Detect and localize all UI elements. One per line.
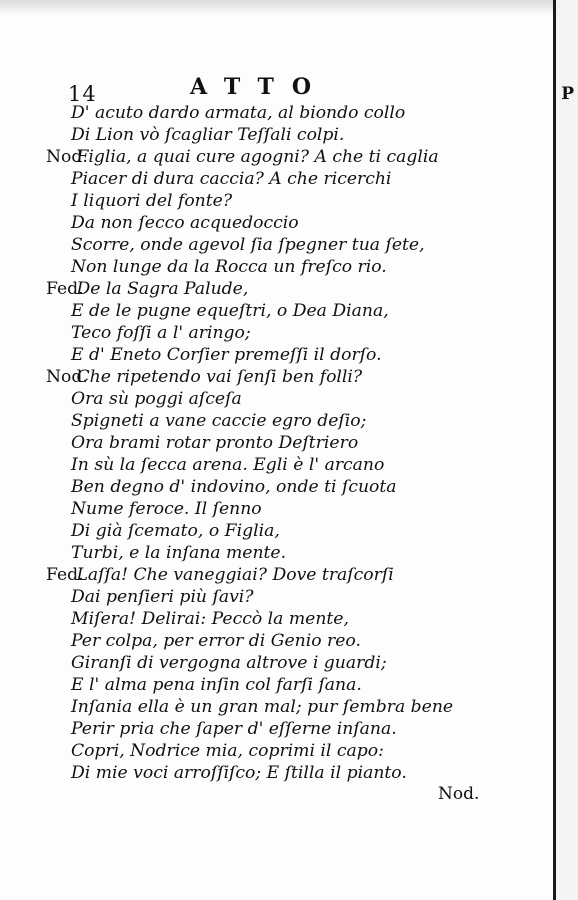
verse-line	[46, 762, 466, 784]
verse-text: Da non ſecco acquedoccio	[71, 213, 299, 233]
verse-line	[46, 476, 466, 498]
verse-line	[46, 630, 466, 652]
verse-line	[46, 124, 466, 146]
verse-line	[46, 740, 466, 762]
verse-text: Ben degno d' indovino, onde ti ſcuota	[71, 477, 397, 497]
verse-text: Per colpa, per error di Genio reo.	[71, 631, 361, 651]
verse-text: Piacer di dura caccia? A che ricerchi	[71, 169, 392, 189]
verse-line	[46, 102, 466, 124]
verse-text: Giranſi di vergogna altrove i guardi;	[71, 653, 387, 673]
verse-line	[46, 718, 466, 740]
verse-line	[46, 432, 466, 454]
speech-line-with-speaker	[46, 564, 466, 586]
verse-line	[46, 586, 466, 608]
verse-line	[46, 696, 466, 718]
verse-text: Perir pria che ſaper d' eſſerne inſana.	[71, 719, 397, 739]
verse-text-block	[46, 102, 466, 784]
verse-text: Nume feroce. Il ſenno	[71, 499, 262, 519]
verse-text: Scorre, onde agevol ſia ſpegner tua ſete,	[71, 235, 425, 255]
page-number: 14	[68, 82, 97, 106]
facing-page-letter: P	[561, 84, 574, 104]
verse-text: Non lunge da la Rocca un freſco rio.	[71, 257, 387, 277]
verse-line	[46, 410, 466, 432]
verse-text: Figlia, a quai cure agogni? A che ti caglia	[76, 147, 439, 167]
verse-line	[46, 608, 466, 630]
verse-line	[46, 674, 466, 696]
verse-text: Spigneti a vane caccie egro deſio;	[71, 411, 367, 431]
verse-text: Teco foſſi a l' aringo;	[71, 323, 251, 343]
verse-line	[46, 454, 466, 476]
verse-text: E l' alma pena inſin col farſi ſana.	[71, 675, 362, 695]
verse-text: D' acuto dardo armata, al biondo collo	[71, 103, 406, 123]
verse-line	[46, 652, 466, 674]
verse-text: E de le pugne equeſtri, o Dea Diana,	[71, 301, 389, 321]
verse-text: Dai penſieri più ſavi?	[71, 587, 254, 607]
verse-text: De la Sagra Palude,	[76, 279, 249, 299]
verse-text: Turbi, e la inſana mente.	[71, 543, 287, 563]
page-top-edge	[0, 0, 578, 16]
verse-text: Di già ſcemato, o Figlia,	[71, 521, 280, 541]
verse-text: Inſania ella è un gran mal; pur ſembra bene	[71, 697, 454, 717]
verse-line	[46, 542, 466, 564]
speaker-label: Fed.	[46, 565, 84, 585]
verse-line	[46, 300, 466, 322]
verse-text: Che ripetendo vai ſenſi ben folli?	[76, 367, 363, 387]
verse-line	[46, 498, 466, 520]
facing-page-strip	[556, 0, 578, 900]
catchword: Nod.	[438, 784, 480, 804]
verse-line	[46, 168, 466, 190]
verse-line	[46, 520, 466, 542]
binding-gutter-line	[553, 0, 556, 900]
speaker-label: Nod.	[46, 367, 88, 387]
verse-text: Laſſa! Che vaneggiai? Dove traſcorſi	[76, 565, 394, 585]
verse-line	[46, 190, 466, 212]
speech-line-with-speaker	[46, 278, 466, 300]
verse-text: Miſera! Delirai: Peccò la mente,	[71, 609, 349, 629]
verse-text: Copri, Nodrice mia, coprimi il capo:	[71, 741, 384, 761]
verse-line	[46, 234, 466, 256]
speaker-label: Nod.	[46, 147, 88, 167]
running-head: ATTO	[190, 74, 329, 100]
verse-line	[46, 344, 466, 366]
verse-line	[46, 212, 466, 234]
speech-line-with-speaker	[46, 146, 466, 168]
verse-line	[46, 388, 466, 410]
verse-text: Di mie voci arroſſiſco; E ſtilla il pianto.	[71, 763, 407, 783]
speech-line-with-speaker	[46, 366, 466, 388]
verse-line	[46, 322, 466, 344]
verse-text: Ora sù poggi aſceſa	[71, 389, 242, 409]
verse-text: I liquori del fonte?	[71, 191, 233, 211]
speaker-label: Fed.	[46, 279, 84, 299]
verse-line	[46, 256, 466, 278]
verse-text: In sù la ſecca arena. Egli è l' arcano	[71, 455, 385, 475]
verse-text: E d' Eneto Corſier premeſſi il dorſo.	[71, 345, 382, 365]
verse-text: Ora brami rotar pronto Deſtriero	[71, 433, 359, 453]
verse-text: Di Lion vò ſcagliar Teſſali colpi.	[71, 125, 345, 145]
